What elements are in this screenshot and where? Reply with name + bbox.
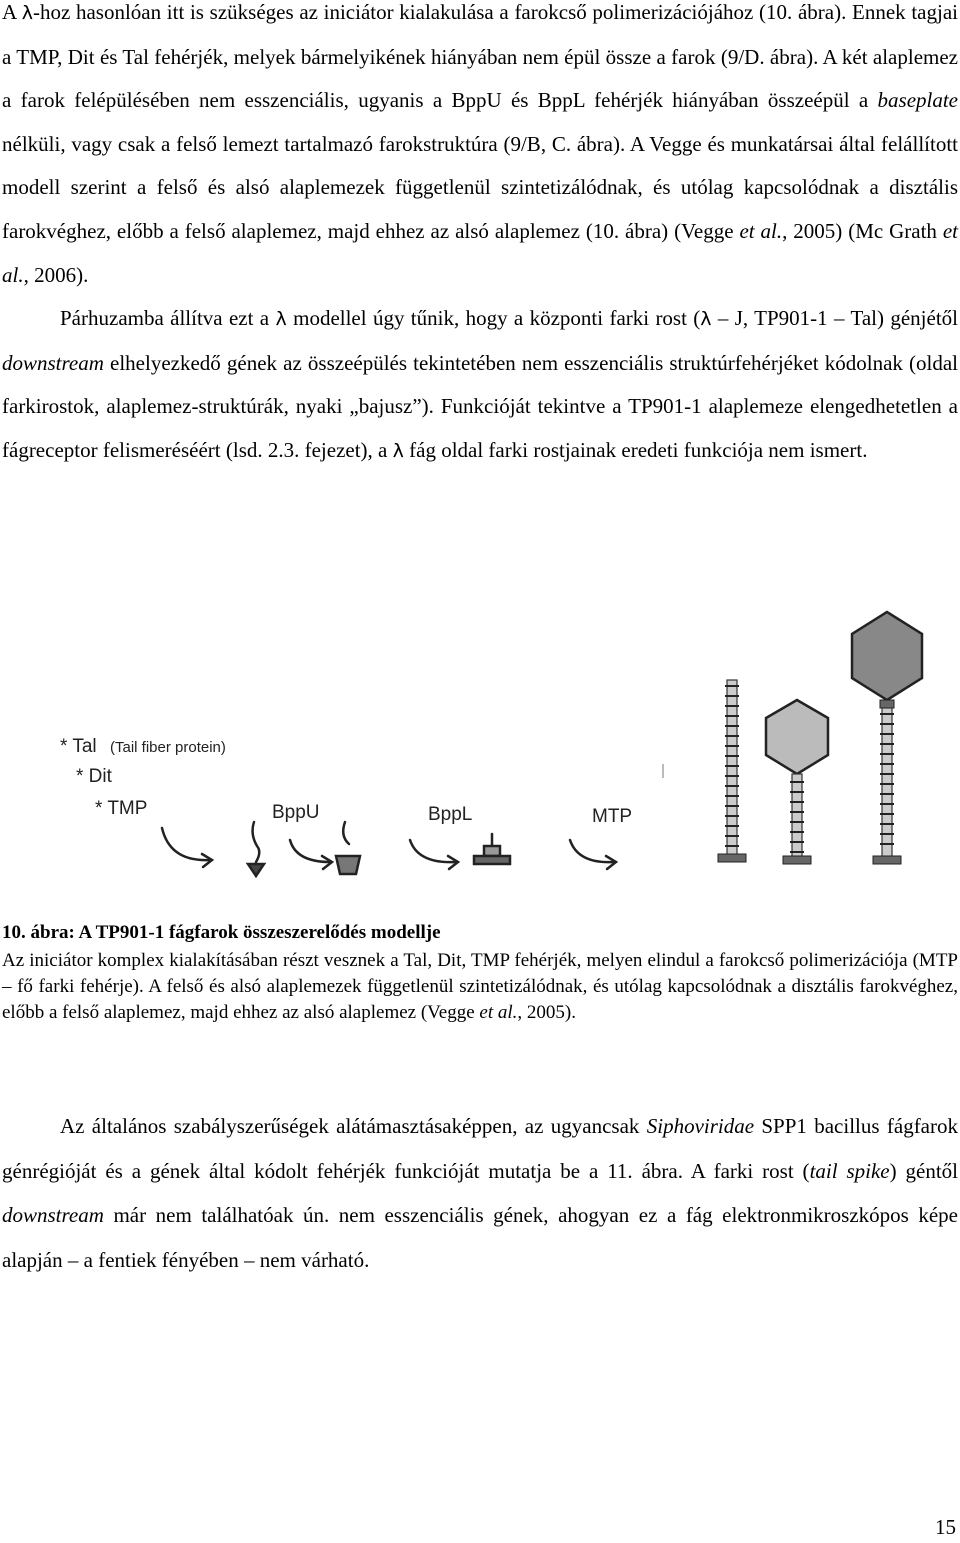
- bppl-plate: [474, 856, 510, 864]
- initiator-fiber: [253, 822, 260, 862]
- paragraph-1: A λ-hoz hasonlóan itt is szükséges az iniciátor kialakulása a farokcső polimerizációjához (10. ábra). Ennek tagjai a TMP, Dit és Tal fehérjék, melyek bármelyikének hiányában nem épül össze a farok (9/D. ábra). A két alaplemez a farok felépülésében nem esszenciális, ugyanis a BppU és BppL fehérjék hiányában összeépül a baseplate nélküli, vagy csak a felső lemezt tartalmazó farokstruktúra (9/B, C. ábra). A Vegge és munkatársai által felállított modell szerint a felső és alsó alaplemezek függetlenül szintetizálódnak, és utólag kapcsolódnak a disztális farokvéghez, előbb a felső alaplemez, majd ehhez az alsó alaplemez (10. ábra) (Vegge et al., 2005) (Mc Grath et al., 2006). Párhuzamba állítva ezt a λ modellel úgy tűnik, hogy a központi farki rost (λ – J, TP901-1 – Tal) génjétől downstream elhelyezkedő gének az összeépülés tekintetében nem esszenciális struktúrfehérjéket kódolnak (oldal farkirostok, alaplemez-struktúrák, nyaki „bajusz”). Funkcióját tekintve a TP901-1 alaplemeze elengedhetetlen a fágreceptor felismeréséért (lsd. 2.3. fejezet), a λ fág oldal farki rostjainak eredeti funkciója nem ismert.: [2, 0, 959, 462]
- tail-assembly-figure: [0, 590, 960, 910]
- label-tal-note: (Tail fiber protein): [110, 739, 226, 756]
- figure-caption-text: Az iniciátor komplex kialakításában részt vesznek a Tal, Dit, TMP fehérjék, melyen elindul a farokcső polimerizációja (MTP – fő farki fehérje). A felső és alsó alaplemezek függetlenül szintetizálódnak, és utólag kapcsolódnak a disztális farokvéghez, előbb a felső alaplemez, majd ehhez az alsó alaplemez (Vegge et al., 2005).: [2, 950, 958, 1023]
- bppu-plate: [336, 856, 360, 874]
- page-number: 15: [935, 1515, 956, 1539]
- label-dit: * Dit: [76, 766, 112, 787]
- label-bppl: BppL: [428, 804, 473, 825]
- phage-full: [852, 612, 922, 864]
- bppl-top: [484, 846, 500, 856]
- initiator-complex: [248, 864, 264, 876]
- assembly-arrow-3: [410, 840, 456, 862]
- label-tal: * Tal: [60, 736, 97, 757]
- bppu-fiber: [343, 822, 349, 844]
- figure-caption-title: 10. ábra: A TP901-1 fágfarok összeszerelődés modellje: [2, 922, 441, 943]
- phage-small-head: [766, 700, 828, 864]
- label-bppu: BppU: [272, 802, 320, 823]
- label-tmp: * TMP: [95, 798, 148, 819]
- assembly-arrow-2: [290, 840, 330, 862]
- paragraph-3: Az általános szabályszerűségek alátámasztásaképpen, az ugyancsak Siphoviridae SPP1 bacillus fágfarok génrégióját és a gének által kódolt fehérjék funkcióját mutatja be a 11. ábra. A farki rost (tail spike) géntől downstream már nem találhatóak ún. nem esszenciális gének, ahogyan ez a fág elektronmikroszkópos képe alapján – a fentiek fényében – nem várható.: [2, 1114, 959, 1272]
- tail-only: [718, 680, 746, 862]
- assembly-arrow-4: [570, 840, 614, 862]
- label-mtp: MTP: [592, 806, 633, 827]
